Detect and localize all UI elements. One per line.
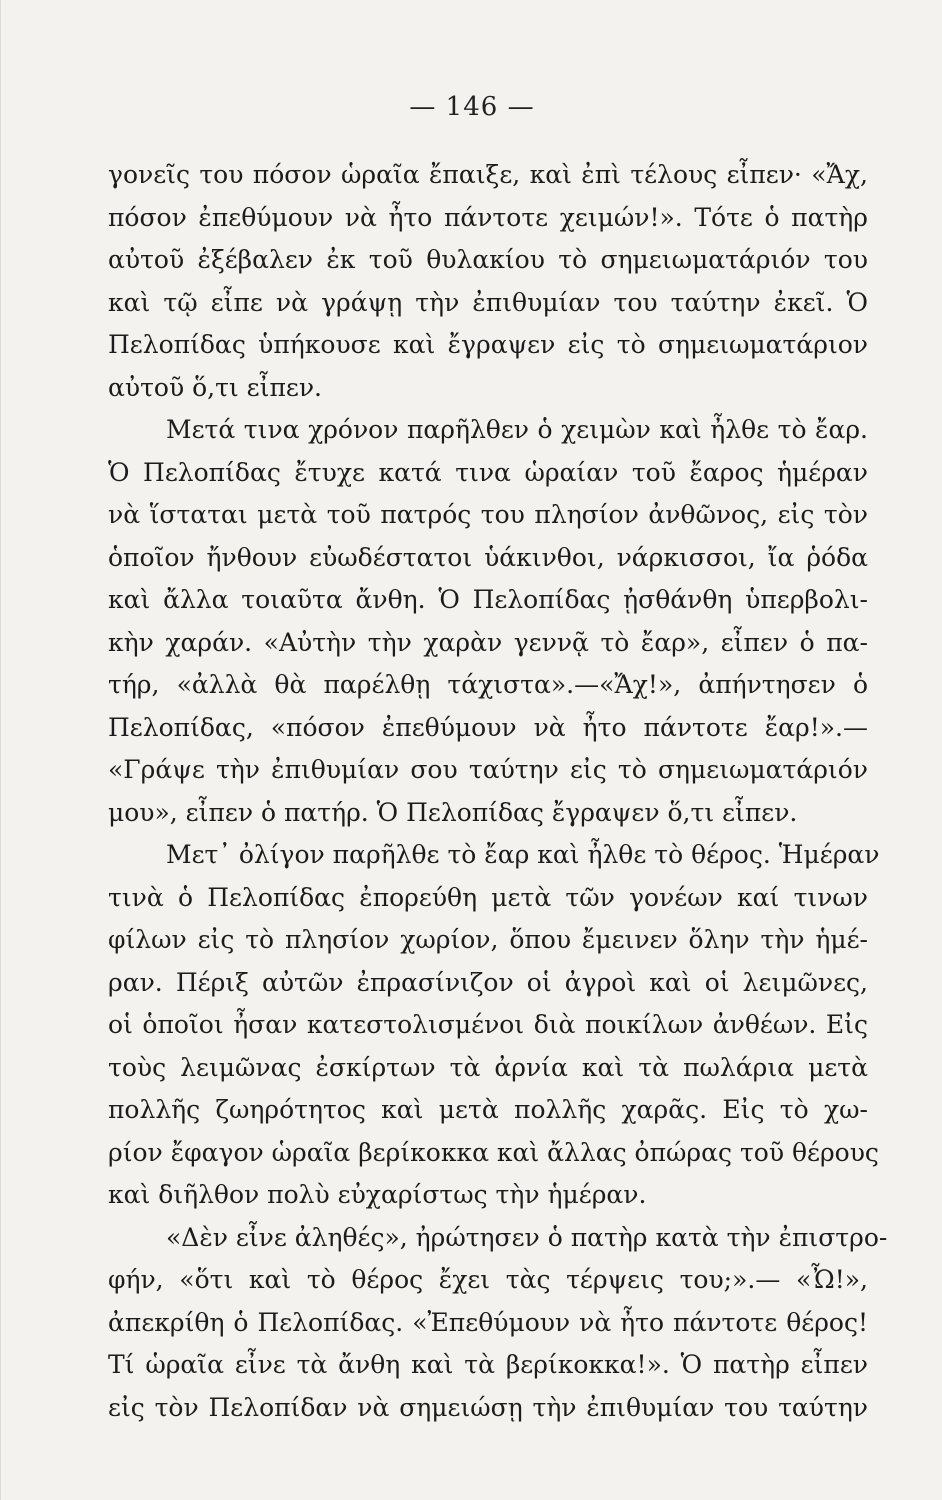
text-line: Τί ὡραῖα εἶνε τὰ ἄνθη καὶ τὰ βερίκοκκα!». Ὁ πατὴρ εἶπεν	[108, 1350, 868, 1379]
text-line: Πελοπίδας, «πόσον ἐπεθύμουν νὰ ἦτο πάντοτε ἔαρ!».—	[108, 712, 868, 742]
text-line: φίλων εἰς τὸ πλησίον χωρίον, ὅπου ἔμεινεν ὅλην τὴν ἡμέ-	[108, 925, 868, 954]
text-line: γονεῖς του πόσον ὡραῖα ἔπαιξε, καὶ ἐπὶ τέλους εἶπεν· «Ἄχ,	[108, 160, 868, 189]
text-line: καὶ τῷ εἶπε νὰ γράψῃ τὴν ἐπιθυμίαν του ταύτην ἐκεῖ. Ὁ	[108, 287, 868, 317]
body-text	[108, 154, 888, 1429]
text-line: ραν. Πέριξ αὐτῶν ἐπρασίνιζον οἱ ἀγροὶ καὶ οἱ λειμῶνες,	[108, 967, 868, 997]
text-line: τινὰ ὁ Πελοπίδας ἐπορεύθη μετὰ τῶν γονέων καί τινων	[108, 882, 868, 912]
text-line: τήρ, «ἀλλὰ θὰ παρέλθῃ τάχιστα».—«Ἄχ!», ἀπήντησεν ὁ	[108, 670, 868, 699]
text-line: ὁποῖον ἤνθουν εὐωδέστατοι ὑάκινθοι, νάρκισσοι, ἴα ῥόδα	[108, 542, 868, 572]
text-line: εἰς τὸν Πελοπίδαν νὰ σημειώσῃ τὴν ἐπιθυμίαν του ταύτην	[108, 1392, 868, 1422]
text-line: Πελοπίδας ὑπήκουσε καὶ ἔγραψεν εἰς τὸ σημειωματάριον	[108, 330, 868, 359]
text-line: πολλῆς ζωηρότητος καὶ μετὰ πολλῆς χαρᾶς. Εἰς τὸ χω-	[108, 1095, 868, 1124]
text-line: κὴν χαράν. «Αὐτὴν τὴν χαρὰν γεννᾷ τὸ ἔαρ», εἶπεν ὁ πα-	[108, 627, 868, 657]
text-line: καὶ ἄλλα τοιαῦτα ἄνθη. Ὁ Πελοπίδας ᾐσθάνθη ὑπερβολι-	[108, 585, 868, 614]
text-line: φήν, «ὅτι καὶ τὸ θέρος ἔχει τὰς τέρψεις του;».— «Ὦ!»,	[108, 1265, 868, 1294]
text-line: αὐτοῦ ὅ,τι εἶπεν.	[108, 372, 322, 402]
page-number: — 146 —	[409, 92, 535, 122]
text-line: ρίον ἔφαγον ὡραῖα βερίκοκκα καὶ ἄλλας ὀπώρας τοῦ θέρους	[108, 1137, 879, 1167]
text-line: πόσον ἐπεθύμουν νὰ ἦτο πάντοτε χειμών!». Τότε ὁ πατὴρ	[108, 202, 868, 232]
text-line: μου», εἶπεν ὁ πατήρ. Ὁ Πελοπίδας ἔγραψεν ὅ,τι εἶπεν.	[108, 797, 798, 827]
text-line: ἀπεκρίθη ὁ Πελοπίδας. «Ἐπεθύμουν νὰ ἦτο πάντοτε θέρος!	[108, 1307, 868, 1337]
text-line: νὰ ἵσταται μετὰ τοῦ πατρός του πλησίον ἀνθῶνος, εἰς τὸν	[108, 500, 868, 529]
text-line: οἱ ὁποῖοι ἦσαν κατεστολισμένοι διὰ ποικίλων ἀνθέων. Εἰς	[108, 1010, 868, 1039]
text-line: «Γράψε τὴν ἐπιθυμίαν σου ταύτην εἰς τὸ σημειωματάριόν	[108, 755, 868, 784]
text-line: αὐτοῦ ἐξέβαλεν ἐκ τοῦ θυλακίου τὸ σημειωματάριόν του	[108, 245, 868, 274]
text-line: καὶ διῆλθον πολὺ εὐχαρίστως τὴν ἡμέραν.	[108, 1180, 647, 1209]
text-line: Ὁ Πελοπίδας ἔτυχε κατά τινα ὡραίαν τοῦ ἔαρος ἡμέραν	[108, 457, 868, 487]
text-line: Μετ᾽ ὀλίγον παρῆλθε τὸ ἔαρ καὶ ἦλθε τὸ θέρος. Ἡμέραν	[166, 840, 880, 869]
text-line: Μετά τινα χρόνον παρῆλθεν ὁ χειμὼν καὶ ἦλθε τὸ ἔαρ.	[166, 415, 868, 444]
text-line: τοὺς λειμῶνας ἐσκίρτων τὰ ἀρνία καὶ τὰ πωλάρια μετὰ	[108, 1052, 868, 1082]
text-line: «Δὲν εἶνε ἀληθές», ἠρώτησεν ὁ πατὴρ κατὰ τὴν ἐπιστρο-	[166, 1222, 888, 1252]
